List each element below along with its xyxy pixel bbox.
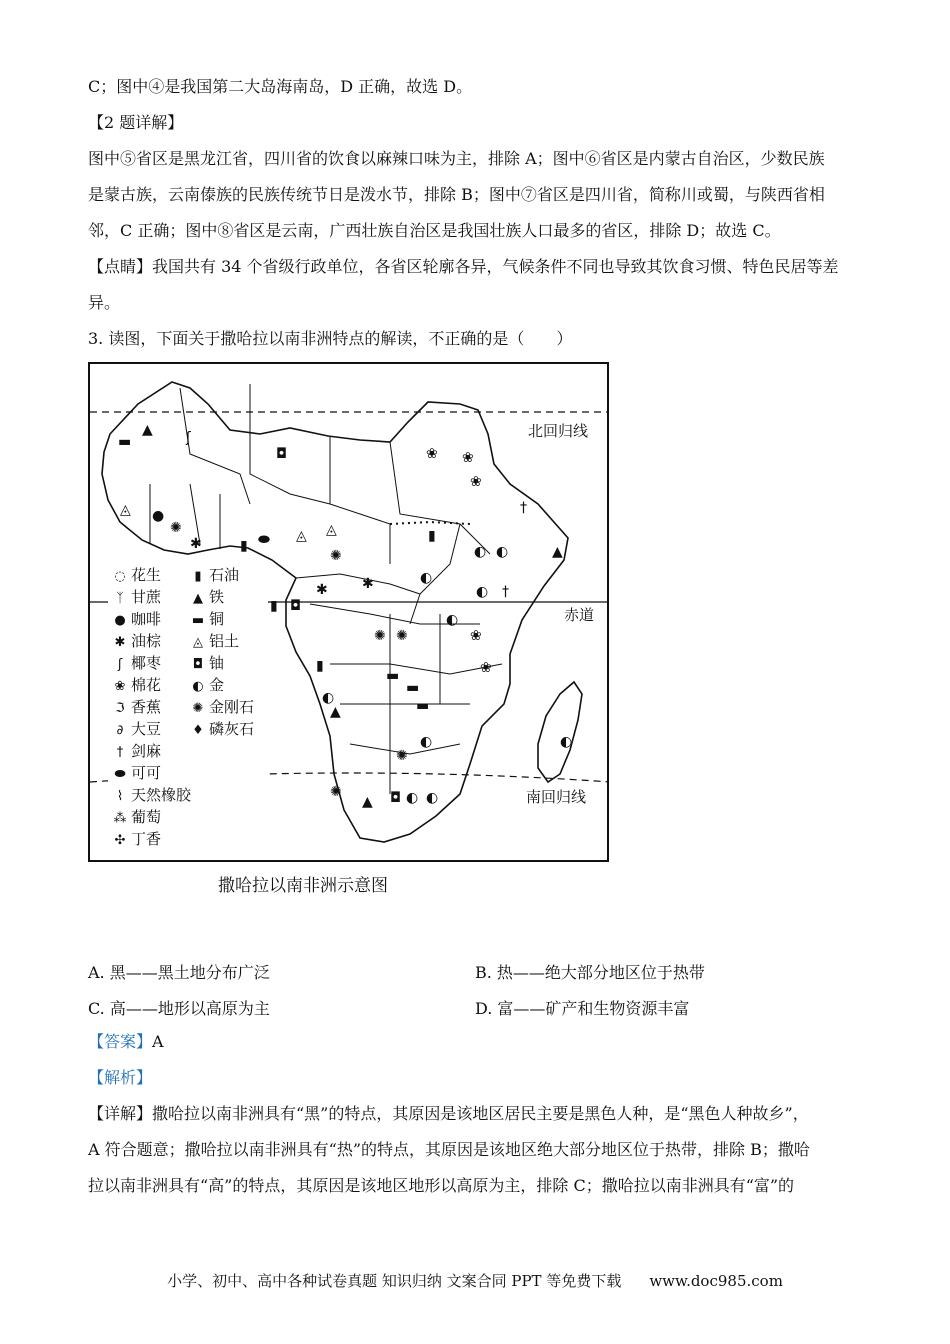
diamond-icon: ✺ (192, 701, 204, 716)
legend-item (190, 608, 224, 629)
legend-label: 可可 (131, 764, 162, 782)
oil-palm-icon: ✱ (362, 576, 374, 592)
legend-label: 香蕉 (131, 698, 162, 716)
legend-label: 剑麻 (131, 742, 162, 760)
cotton-icon: ❀ (426, 446, 438, 462)
option-c: C. 高——地形以高原为主 (88, 999, 270, 1018)
africa-map (88, 362, 609, 862)
cotton-icon: ❀ (480, 660, 492, 676)
detail-line: 【详解】撒哈拉以南非洲具有“黑”的特点，其原因是该地区居民主要是黑色人种，是“黑色人种故乡”， (88, 1104, 809, 1123)
gold-icon: ◐ (496, 544, 509, 560)
iron-icon: ▲ (142, 422, 153, 438)
section-heading: 【2 题详解】 (88, 113, 184, 132)
text-line: 异。 (88, 293, 121, 312)
cotton-icon: ❀ (462, 450, 474, 466)
diamond-icon: ✺ (330, 784, 342, 800)
diamond-icon: ✺ (330, 548, 342, 564)
option-b: B. 热——绝大部分地区位于热带 (475, 963, 705, 982)
equator-label: 赤道 (564, 606, 595, 624)
legend-label: 大豆 (131, 720, 162, 738)
date-palm-icon: ʃ (117, 657, 123, 672)
map-legend (112, 564, 282, 862)
petroleum-icon: ▮ (316, 658, 324, 674)
tropic-of-capricorn-label: 南回归线 (526, 788, 587, 806)
text-line: 邻，C 正确；图中⑧省区是云南，广西壮族自治区是我国壮族人口最多的省区，排除 D；故选 C。 (88, 221, 781, 240)
sisal-icon: † (520, 500, 527, 516)
legend-label: 咖啡 (131, 610, 162, 628)
petroleum-icon: ▮ (428, 528, 436, 544)
coffee-icon: ● (152, 508, 165, 524)
oil-palm-icon: ✱ (190, 536, 202, 552)
uranium-icon: ◘ (192, 657, 204, 672)
coffee-icon: ● (114, 613, 126, 628)
legend-item (112, 806, 161, 827)
bauxite-icon: ◬ (193, 635, 203, 650)
petroleum-icon: ▮ (194, 569, 202, 584)
cocoa-icon: ⬬ (114, 767, 126, 782)
iron-icon: ▲ (552, 544, 563, 560)
rubber-icon: ⌇ (116, 789, 124, 804)
date-palm-icon: ʃ (186, 430, 191, 446)
answer-value: A (152, 1032, 164, 1051)
legend-item (190, 564, 239, 585)
legend-label: 棉花 (131, 676, 162, 694)
gold-icon: ◐ (476, 584, 489, 600)
legend-item (112, 762, 161, 783)
cotton-icon: ❀ (470, 628, 482, 644)
copper-icon: ▬ (118, 434, 132, 450)
legend-label: 铜 (209, 610, 225, 628)
detail-line: A 符合题意；撒哈拉以南非洲具有“热”的特点，其原因是该地区绝大部分地区位于热带，排除 B；撒哈 (88, 1140, 810, 1159)
uranium-icon: ◘ (276, 446, 288, 462)
legend-item (190, 718, 254, 739)
bauxite-icon: ◬ (120, 502, 131, 518)
option-d: D. 富——矿产和生物资源丰富 (475, 999, 690, 1018)
page-footer (0, 1270, 950, 1291)
copper-icon: ▬ (416, 698, 430, 714)
iron-icon: ▲ (193, 591, 203, 606)
legend-item (190, 674, 224, 695)
text-line: 图中⑤省区是黑龙江省，四川省的饮食以麻辣口味为主，排除 A；图中⑥省区是内蒙古自治区，少数民族 (88, 149, 825, 168)
banana-icon: ℑ (115, 701, 125, 716)
legend-label: 铁 (209, 588, 225, 606)
cotton-icon: ❀ (114, 679, 126, 694)
petroleum-icon: ▮ (270, 598, 278, 614)
legend-item (112, 740, 161, 761)
phosphate-icon: ♦ (192, 723, 204, 738)
grape-icon: ⁂ (113, 811, 127, 826)
legend-item (112, 674, 161, 695)
cotton-icon: ❀ (470, 474, 482, 490)
legend-item (112, 586, 161, 607)
text-line: 【点睛】我国共有 34 个省级行政单位，各省区轮廓各异，气候条件不同也导致其饮食习惯、特色民居等差 (88, 257, 839, 276)
option-a: A. 黑——黑土地分布广泛 (88, 963, 270, 982)
soybean-icon: ∂ (116, 723, 124, 738)
answer-tag: 【答案】 (88, 1032, 153, 1051)
legend-label: 金 (209, 676, 225, 694)
legend-label: 葡萄 (131, 808, 162, 826)
legend-item (190, 652, 224, 673)
gold-icon: ◐ (420, 734, 433, 750)
legend-item (190, 630, 239, 651)
uranium-icon: ◘ (390, 790, 402, 806)
legend-label: 铝土 (209, 632, 240, 650)
bauxite-icon: ◬ (326, 522, 337, 538)
map-caption: 撒哈拉以南非洲示意图 (218, 876, 388, 896)
peanut-icon: ◌ (114, 569, 126, 584)
footer-text: 小学、初中、高中各种试卷真题 知识归纳 文案合同 PPT 等免费下载 (167, 1272, 622, 1290)
clove-icon: ✣ (114, 833, 126, 848)
legend-label: 甘蔗 (131, 588, 162, 606)
bauxite-icon: ◬ (296, 528, 307, 544)
legend-label: 花生 (131, 566, 162, 584)
diamond-icon: ✺ (396, 628, 408, 644)
legend-label: 油棕 (131, 632, 162, 650)
gold-icon: ◐ (560, 734, 573, 750)
gold-icon: ◐ (446, 612, 459, 628)
copper-icon: ▬ (406, 680, 420, 696)
legend-label: 磷灰石 (209, 720, 255, 738)
gold-icon: ◐ (420, 570, 433, 586)
text-line: 是蒙古族，云南傣族的民族传统节日是泼水节，排除 B；图中⑦省区是四川省，简称川或蜀，与陕西省相 (88, 185, 825, 204)
uranium-icon: ◘ (290, 598, 302, 614)
gold-icon: ◐ (406, 790, 419, 806)
sisal-icon: † (116, 745, 124, 760)
answer-line (88, 1032, 164, 1052)
legend-label: 石油 (209, 566, 240, 584)
footer-url[interactable]: www.doc985.com (649, 1272, 783, 1290)
analysis-tag: 【解析】 (88, 1068, 153, 1087)
sugarcane-icon: ᛉ (116, 591, 124, 606)
gold-icon: ◐ (322, 690, 335, 706)
detail-line: 拉以南非洲具有“高”的特点，其原因是该地区地形以高原为主，排除 C；撒哈拉以南非洲具有“富”的 (88, 1176, 795, 1195)
text-line: C；图中④是我国第二大岛海南岛，D 正确，故选 D。 (88, 77, 473, 96)
legend-label: 丁香 (131, 830, 162, 848)
gold-icon: ◐ (426, 790, 439, 806)
legend-item (112, 718, 161, 739)
legend-item (112, 630, 161, 651)
petroleum-icon: ▮ (240, 538, 248, 554)
legend-item (190, 696, 254, 717)
copper-icon: ▬ (191, 613, 205, 628)
legend-item (112, 828, 161, 849)
iron-icon: ▲ (362, 794, 373, 810)
oil-palm-icon: ✱ (316, 582, 328, 598)
legend-item (112, 652, 161, 673)
copper-icon: ▬ (386, 668, 400, 684)
legend-label: 天然橡胶 (131, 786, 192, 804)
question-stem: 3. 读图，下面关于撒哈拉以南非洲特点的解读，不正确的是（ ） (88, 329, 573, 348)
legend-item (112, 564, 161, 585)
legend-label: 铀 (209, 654, 225, 672)
legend-label: 金刚石 (209, 698, 255, 716)
tropic-of-cancer-label: 北回归线 (528, 422, 589, 440)
gold-icon: ◐ (474, 544, 487, 560)
sisal-icon: † (502, 584, 509, 600)
diamond-icon: ✺ (170, 520, 182, 536)
gold-icon: ◐ (192, 679, 204, 694)
legend-item (112, 784, 191, 805)
cocoa-icon: ⬬ (258, 532, 270, 548)
diamond-icon: ✺ (374, 628, 386, 644)
iron-icon: ▲ (330, 704, 341, 720)
legend-item (190, 586, 224, 607)
diamond-icon: ✺ (396, 748, 408, 764)
oil-palm-icon: ✱ (114, 635, 126, 650)
legend-item (112, 696, 161, 717)
madagascar-outline (538, 682, 582, 782)
legend-item (112, 608, 161, 629)
legend-label: 椰枣 (131, 654, 162, 672)
